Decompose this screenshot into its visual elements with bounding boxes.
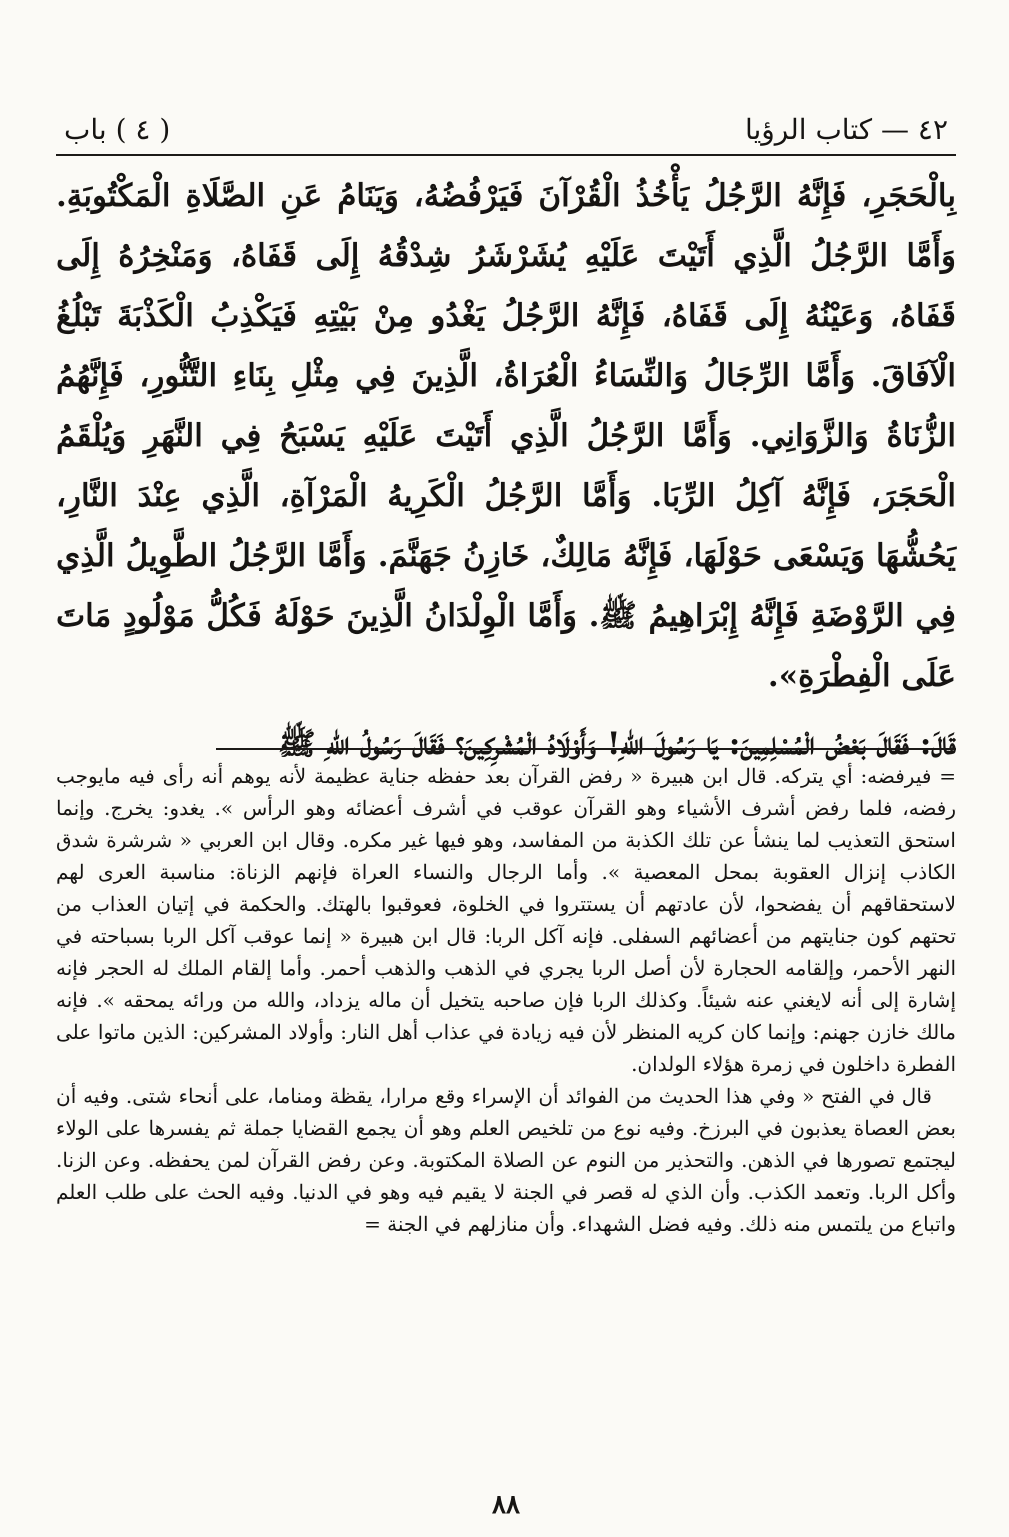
page-number: ٨٨ (492, 1490, 520, 1520)
page-header (56, 100, 956, 156)
hadith-text (56, 166, 956, 774)
footnote-divider (216, 748, 956, 750)
hadith-qal-line: قَالَ: فَقَالَ بَعْضُ الْمُسْلِمِينَ: يَا رَسُولَ اللهِ! وَأَوْلَادُ الْمُشْرِكِينَ؟ فَقَالَ رَسُولُ اللهِ ﷺ (278, 726, 956, 762)
book-page (56, 100, 956, 1520)
hadith-paragraph: بِالْحَجَرِ، فَإِنَّهُ الرَّجُلُ يَأْخُذُ الْقُرْآنَ فَيَرْفُضُهُ، وَيَنَامُ عَنِ الصَّلَاةِ الْمَكْتُوبَةِ. وَأَمَّا الرَّجُلُ الَّذِي أَتَيْتَ عَلَيْهِ يُشَرْشَرُ شِدْقُهُ إِلَى قَفَاهُ، وَمَنْخِرُهُ إِلَى قَفَاهُ، وَعَيْنُهُ إِلَى قَفَاهُ، فَإِنَّهُ الرَّجُلُ يَغْدُو مِنْ بَيْتِهِ فَيَكْذِبُ الْكَذْبَةَ تَبْلُغُ الْآفَاقَ. وَأَمَّا الرِّجَالُ وَالنِّسَاءُ الْعُرَاةُ، الَّذِينَ فِي مِثْلِ بِنَاءِ التَّنُّورِ، فَإِنَّهُمُ الزُّنَاةُ وَالزَّوَانِي. وَأَمَّا الرَّجُلُ الَّذِي أَتَيْتَ عَلَيْهِ يَسْبَحُ فِي النَّهَرِ وَيُلْقَمُ الْحَجَرَ، فَإِنَّهُ آكِلُ الرِّبَا. وَأَمَّا الرَّجُلُ الْكَرِيهُ الْمَرْآةِ، الَّذِي عِنْدَ النَّارِ، يَحُشُّهَا وَيَسْعَى حَوْلَهَا، فَإِنَّهُ مَالِكٌ، خَازِنُ جَهَنَّمَ. وَأَمَّا الرَّجُلُ الطَّوِيلُ الَّذِي فِي الرَّوْضَةِ فَإِنَّهُ إِبْرَاهِيمُ ﷺ. وَأَمَّا الْوِلْدَانُ الَّذِينَ حَوْلَهُ فَكُلُّ مَوْلُودٍ مَاتَ عَلَى الْفِطْرَةِ». (56, 178, 956, 694)
footnotes (56, 760, 956, 1240)
footnote-paragraph-2: قال في الفتح « وفي هذا الحديث من الفوائد أن الإسراء وقع مرارا، يقظة ومناما، على أنحاء شتى. وفيه أن بعض العصاة يعذبون في البرزخ. وفيه نوع من تلخيص العلم وهو أن يجمع القضايا جملة ثم يفسرها على الولاء ليجتمع تصورها في الذهن. والتحذير من النوم عن الصلاة المكتوبة. وعن رفض القرآن لمن يحفظه. وعن الزنا. وأكل الربا. وتعمد الكذب. وأن الذي له قصر في الجنة لا يقيم فيه وهو في الدنيا. وفيه الحث على طلب العلم واتباع من يلتمس منه ذلك. وفيه فضل الشهداء. وأن منازلهم في الجنة = (56, 1084, 956, 1236)
header-section-label: ( ٤ ) باب (64, 113, 171, 146)
footnote-paragraph-1: = فيرفضه: أي يتركه. قال ابن هبيرة « رفض القرآن بعد حفظه جناية عظيمة لأنه يوهم أنه رأى فيه مايوجب رفضه، فلما رفض أشرف الأشياء وهو القرآن عوقب في أشرف أعضائه وهو الرأس ». يغدو: يخرج. وإنما استحق التعذيب لما ينشأ عن تلك الكذبة من المفاسد، وهو فيها غير مكره. وقال ابن العربي « شرشرة شدق الكاذب إنزال العقوبة بمحل المعصية ». وأما الرجال والنساء العراة فإنهم الزناة: مناسبة العرى لهم لاستحقاقهم أن يفضحوا، لأن عادتهم أن يستتروا في الخلوة، فعوقبوا بالهتك. والحكمة في إتيان العذاب من تحتهم كون جنايتهم من أعضائهم السفلى. فإنه آكل الربا: قال ابن هبيرة « إنما عوقب آكل الربا بسباحته في النهر الأحمر، وإلقامه الحجارة لأن أصل الربا يجري في الذهب والذهب أحمر. وأما إلقام الملك له الحجر فإنه إشارة إلى أنه لايغني عنه شيئاً. وكذلك الربا فإن صاحبه يتخيل أن ماله يزداد، والله من ورائه يمحقه ». فإنه مالك خازن جهنم: وإنما كان كريه المنظر لأن فيه زيادة في عذاب أهل النار: وأولاد المشركين: الذين ماتوا على الفطرة داخلون في زمرة هؤلاء الولدان. (56, 764, 956, 1076)
header-chapter-title: ٤٢ — كتاب الرؤيا (744, 113, 948, 146)
